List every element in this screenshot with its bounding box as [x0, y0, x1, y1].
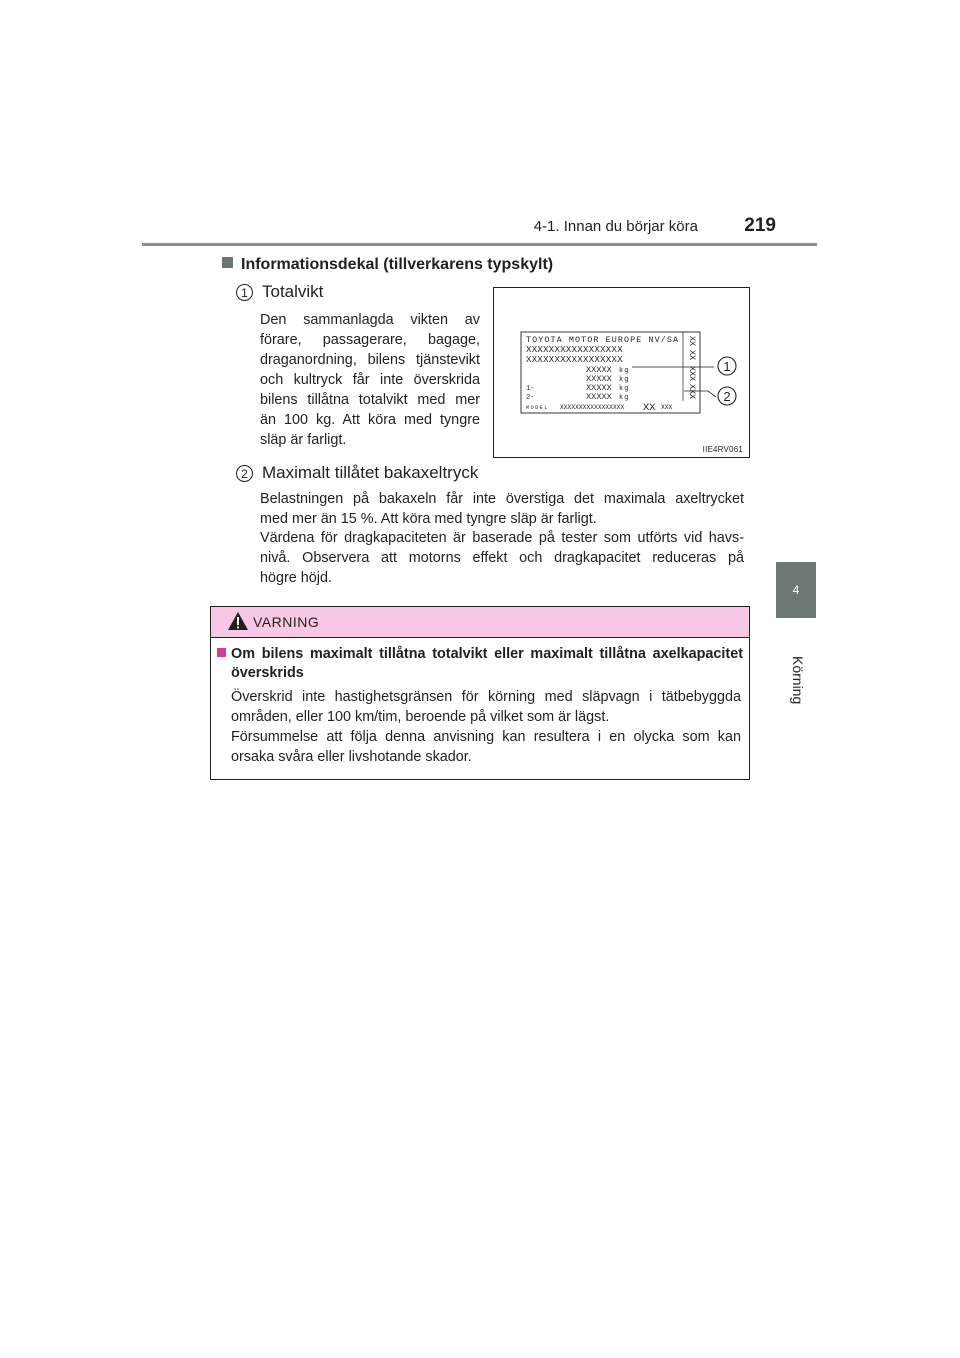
text-line: nivå. Observera att motorns effekt och dragkapacitet reduceras på	[260, 550, 744, 566]
type-plate-illustration	[494, 288, 749, 457]
plate-kg-unit: kg	[619, 385, 630, 393]
plate-kg-value: XXXXX	[586, 374, 612, 384]
page-number: 219	[744, 215, 776, 236]
plate-model-label: MODEL	[526, 405, 550, 411]
warning-paragraph-1	[231, 687, 741, 727]
plate-kg-unit: kg	[619, 394, 630, 402]
warning-paragraph-2	[231, 727, 741, 767]
plate-axle-1: 1-	[526, 385, 535, 393]
callout-2: 2	[723, 389, 731, 404]
text-line: Överskrid inte hastighetsgränsen för körning med släpvagn i tätbebyggda	[231, 689, 741, 705]
header-section-title: 4-1. Innan du börjar köra	[533, 218, 698, 235]
text-line: med mer än 15 %. Att köra med tyngre släp är farligt.	[260, 511, 597, 527]
plate-title: TOYOTA MOTOR EUROPE NV/SA	[526, 335, 680, 345]
text-line: orsaka svåra eller livshotande skador.	[231, 749, 472, 765]
text-line: släp är farligt.	[260, 432, 347, 448]
square-bullet-icon	[222, 257, 233, 268]
plate-kg-unit: kg	[619, 376, 630, 384]
text-line: än 100 kg. Att köra med tyngre	[260, 412, 480, 428]
warning-label: VARNING	[253, 614, 320, 630]
warning-heading	[217, 645, 743, 683]
plate-kg-value: XXXXX	[586, 383, 612, 393]
item-2-number: 2	[236, 465, 253, 482]
plate-line: XXXXXXXXXXXXXXXXX	[526, 355, 623, 365]
section-title: Informationsdekal (tillverkarens typskylt)	[241, 256, 554, 273]
plate-side-code: XXX	[687, 366, 697, 382]
item-1-number: 1	[236, 284, 253, 301]
text-line: högre höjd.	[260, 570, 333, 586]
text-line: och kultryck får inte överskrida	[260, 372, 480, 388]
section-heading	[222, 256, 762, 274]
header-rule	[142, 243, 817, 246]
plate-model-value: XXXXXXXXXXXXXXXXX	[560, 404, 625, 411]
text-line: Försummelse att följa denna anvisning kan resultera i en olycka som kan	[231, 729, 741, 745]
plate-axle-2: 2-	[526, 394, 535, 402]
chapter-label: Körning	[790, 656, 806, 705]
magenta-bullet-icon	[217, 648, 226, 657]
plate-side-code: XX	[687, 350, 697, 361]
warning-heading-line: Om bilens maximalt tillåtna totalvikt eller maximalt tillåtna axelkapacitet	[231, 646, 743, 662]
warning-heading-line-wrap	[217, 645, 743, 664]
plate-kg-value: XXXXX	[586, 365, 612, 375]
item-1-title: Totalvikt	[262, 282, 324, 301]
text-line: Den sammanlagda vikten av	[260, 312, 480, 328]
plate-side-code: XX	[687, 336, 697, 347]
warning-triangle-icon	[227, 611, 249, 631]
warning-box	[210, 606, 750, 780]
item-2-paragraph-1	[260, 489, 744, 529]
callout-1: 1	[723, 359, 731, 374]
item-1-text	[260, 310, 480, 450]
text-line: förare, passagerare, bagage,	[260, 332, 480, 348]
item-2-title: Maximalt tillåtet bakaxeltryck	[262, 463, 479, 482]
text-line: Belastningen på bakaxeln får inte överstiga det maximala axeltrycket	[260, 491, 744, 507]
plate-model-suffix: XXX	[661, 404, 673, 411]
text-line: draganordning, bilens tjänstevikt	[260, 352, 480, 368]
text-line: Värdena för dragkapaciteten är baserade på tester som utförts vid havs-	[260, 530, 744, 546]
chapter-tab: 4	[776, 562, 816, 618]
plate-line: XXXXXXXXXXXXXXXXX	[526, 345, 623, 355]
figure-code: IIE4RV061	[702, 445, 743, 454]
text-line: områden, eller 100 km/tim, beroende på vilket som är lägst.	[231, 709, 610, 725]
plate-kg-unit: kg	[619, 367, 630, 375]
item-2-paragraph-2	[260, 528, 744, 588]
plate-model-code: XX	[643, 402, 656, 414]
plate-side-code: XXX	[687, 384, 697, 400]
plate-kg-value: XXXXX	[586, 392, 612, 402]
warning-header	[211, 607, 749, 638]
text-line: bilens tillåtna totalvikt med mer	[260, 392, 480, 408]
warning-heading-line: överskrids	[231, 665, 304, 681]
type-plate-figure	[493, 287, 750, 458]
